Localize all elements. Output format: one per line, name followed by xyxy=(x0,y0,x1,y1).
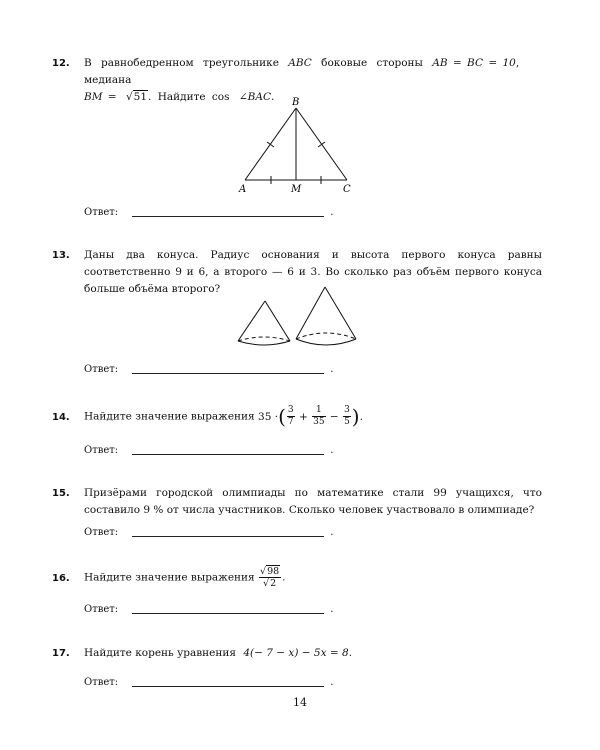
answer-field[interactable] xyxy=(132,454,324,455)
answer-field[interactable] xyxy=(132,373,324,374)
fraction: $\frac{3}{5}$ xyxy=(344,405,350,427)
cone1-left-edge xyxy=(238,301,265,341)
cones-figure xyxy=(230,283,370,355)
problem-17 xyxy=(52,645,542,662)
label-c: C xyxy=(343,184,351,195)
label-b: B xyxy=(292,97,300,108)
problem-text: Даны два конуса. Радиус основания и высота первого конуса равны соответственно 9 и 6, а второго — 6 и 3. Во сколько раз объём первого конуса больше объёма второго? xyxy=(84,249,542,295)
cone2-right-edge xyxy=(325,287,356,339)
problem-text: Призёрами городской олимпиады по математике стали 99 учащихся, что составило 9 % от числа участников. Сколько человек участвовало в олимпиаде? xyxy=(84,487,542,516)
answer-field[interactable] xyxy=(132,216,324,217)
answer-row-17: Ответ: . xyxy=(84,677,334,688)
cone1-right-edge xyxy=(265,301,290,341)
fraction: $\frac{3}{7}$ xyxy=(287,405,294,427)
cone2-base-front xyxy=(296,339,356,345)
answer-row-16: Ответ: . xyxy=(84,604,334,615)
tick-bc xyxy=(318,142,325,147)
answer-label: Ответ: xyxy=(84,364,119,375)
answer-label: Ответ: xyxy=(84,207,119,218)
answer-label: Ответ: xyxy=(84,445,119,456)
problem-number: 17. xyxy=(52,648,70,659)
answer-row-14: Ответ: . xyxy=(84,445,334,456)
cone2-left-edge xyxy=(296,287,325,339)
answer-field[interactable] xyxy=(132,536,324,537)
problem-number: 14. xyxy=(52,412,70,423)
problem-number: 15. xyxy=(52,488,70,499)
cone1-base-front xyxy=(238,341,290,345)
cone2-base-back xyxy=(296,333,356,339)
problem-text: Найдите значение выражения $\frac{√98}{√2}$ . xyxy=(84,566,286,589)
answer-label: Ответ: xyxy=(84,527,119,538)
problem-text: Найдите корень уравнения 4(− 7 − x) − 5x = 8. xyxy=(84,647,353,659)
tick-ab xyxy=(267,142,274,147)
answer-row-12: Ответ: . xyxy=(84,207,334,218)
sqrt-fraction: $\frac{√98}{√2}$ xyxy=(260,566,280,589)
answer-field[interactable] xyxy=(132,686,324,687)
answer-field[interactable] xyxy=(132,613,324,614)
answer-label: Ответ: xyxy=(84,677,119,688)
triangle-figure xyxy=(230,92,360,202)
problem-text: В равнобедренном треугольнике ABC боковые стороны AB = BC = 10, медиана BM = √51. Найдите cos ∠BAC. xyxy=(84,57,520,103)
sqrt-51: 51 xyxy=(133,91,148,103)
page-number: 14 xyxy=(293,696,307,709)
problem-number: 12. xyxy=(52,58,70,69)
expression: 35 ·( $\frac{3}{7}$ + $\frac{1}{35}$ − $\frac{3}{5}$ ). xyxy=(258,404,363,428)
label-a: A xyxy=(239,184,247,195)
problem-text: Найдите значение выражения 35 ·( $\frac{3}{7}$ + $\frac{1}{35}$ − $\frac{3}{5}$ ). xyxy=(84,404,363,428)
answer-label: Ответ: xyxy=(84,604,119,615)
label-m: M xyxy=(291,184,302,195)
problem-number: 16. xyxy=(52,573,70,584)
cone1-base-back xyxy=(238,337,290,341)
problem-number: 13. xyxy=(52,250,70,261)
answer-row-15: Ответ: . xyxy=(84,527,334,538)
answer-row-13: Ответ: . xyxy=(84,364,334,375)
problem-15 xyxy=(52,485,542,519)
equation: 4(− 7 − x) − 5x = 8 xyxy=(243,647,349,659)
problem-16 xyxy=(52,566,542,589)
fraction: $\frac{1}{35}$ xyxy=(313,405,325,427)
problem-14 xyxy=(52,405,542,428)
